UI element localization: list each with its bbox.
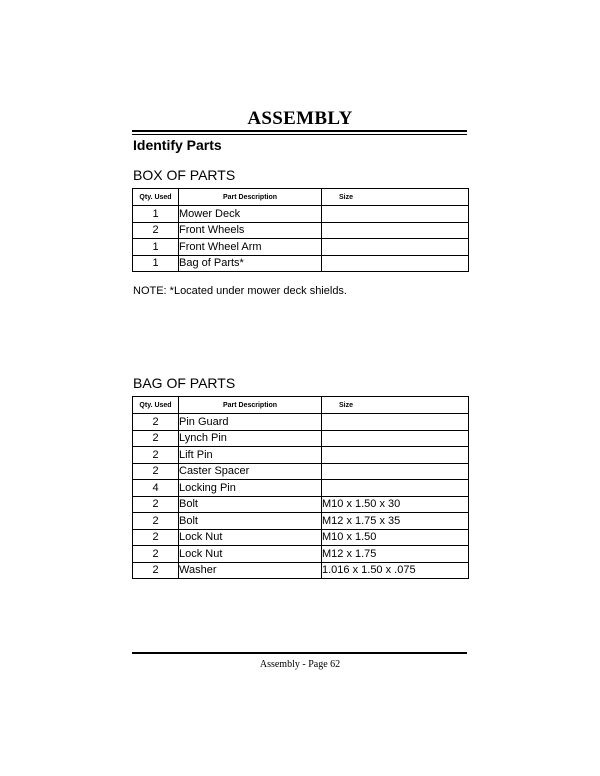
cell-size bbox=[322, 414, 469, 431]
table-row bbox=[133, 496, 469, 513]
cell-size: 1.016 x 1.50 x .075 bbox=[322, 562, 469, 579]
table-row bbox=[133, 447, 469, 464]
cell-size bbox=[322, 222, 469, 239]
note-text: NOTE: *Located under mower deck shields. bbox=[133, 285, 347, 297]
bag-of-parts-table bbox=[132, 396, 469, 579]
cell-description: Lift Pin bbox=[179, 447, 322, 464]
cell-qty: 1 bbox=[133, 206, 179, 223]
page-footer: Assembly - Page 62 bbox=[259, 659, 341, 670]
column-header-size: Size bbox=[322, 397, 469, 414]
table-row bbox=[133, 562, 469, 579]
cell-qty: 1 bbox=[133, 239, 179, 256]
table-row bbox=[133, 222, 469, 239]
table-row bbox=[133, 414, 469, 431]
cell-qty: 4 bbox=[133, 480, 179, 497]
cell-size bbox=[322, 239, 469, 256]
box-of-parts-table bbox=[132, 188, 469, 272]
cell-description: Pin Guard bbox=[179, 414, 322, 431]
column-header-description: Part Description bbox=[179, 189, 322, 206]
cell-qty: 2 bbox=[133, 513, 179, 530]
cell-qty: 2 bbox=[133, 222, 179, 239]
cell-qty: 1 bbox=[133, 255, 179, 272]
cell-description: Bolt bbox=[179, 513, 322, 530]
cell-description: Lynch Pin bbox=[179, 430, 322, 447]
cell-qty: 2 bbox=[133, 562, 179, 579]
page-title: ASSEMBLY bbox=[247, 108, 353, 129]
cell-qty: 2 bbox=[133, 529, 179, 546]
cell-qty: 2 bbox=[133, 447, 179, 464]
table-row bbox=[133, 206, 469, 223]
table-row bbox=[133, 513, 469, 530]
footer-rule bbox=[132, 652, 467, 654]
column-header-size: Size bbox=[322, 189, 469, 206]
table-row bbox=[133, 430, 469, 447]
cell-size bbox=[322, 430, 469, 447]
box-of-parts-title: BOX OF PARTS bbox=[133, 167, 236, 183]
cell-size bbox=[322, 206, 469, 223]
bag-of-parts-title: BAG OF PARTS bbox=[133, 375, 236, 391]
table-row bbox=[133, 529, 469, 546]
table-row bbox=[133, 239, 469, 256]
section-title: Identify Parts bbox=[133, 137, 222, 153]
cell-size bbox=[322, 463, 469, 480]
cell-qty: 2 bbox=[133, 546, 179, 563]
cell-description: Caster Spacer bbox=[179, 463, 322, 480]
table-header-row bbox=[133, 397, 469, 414]
cell-size: M12 x 1.75 bbox=[322, 546, 469, 563]
table-header-row bbox=[133, 189, 469, 206]
cell-description: Lock Nut bbox=[179, 529, 322, 546]
cell-size: M10 x 1.50 x 30 bbox=[322, 496, 469, 513]
cell-qty: 2 bbox=[133, 496, 179, 513]
cell-qty: 2 bbox=[133, 414, 179, 431]
cell-description: Mower Deck bbox=[179, 206, 322, 223]
cell-description: Locking Pin bbox=[179, 480, 322, 497]
cell-size bbox=[322, 447, 469, 464]
cell-qty: 2 bbox=[133, 430, 179, 447]
cell-qty: 2 bbox=[133, 463, 179, 480]
title-rule-thick bbox=[132, 130, 467, 132]
table-row bbox=[133, 480, 469, 497]
cell-description: Washer bbox=[179, 562, 322, 579]
cell-description: Lock Nut bbox=[179, 546, 322, 563]
cell-description: Bag of Parts* bbox=[179, 255, 322, 272]
cell-size: M10 x 1.50 bbox=[322, 529, 469, 546]
cell-size bbox=[322, 480, 469, 497]
cell-size: M12 x 1.75 x 35 bbox=[322, 513, 469, 530]
column-header-qty: Qty. Used bbox=[133, 189, 179, 206]
title-rule-thin bbox=[132, 134, 467, 135]
cell-description: Bolt bbox=[179, 496, 322, 513]
cell-description: Front Wheel Arm bbox=[179, 239, 322, 256]
cell-description: Front Wheels bbox=[179, 222, 322, 239]
table-row bbox=[133, 546, 469, 563]
column-header-qty: Qty. Used bbox=[133, 397, 179, 414]
table-row bbox=[133, 463, 469, 480]
column-header-description: Part Description bbox=[179, 397, 322, 414]
table-row bbox=[133, 255, 469, 272]
cell-size bbox=[322, 255, 469, 272]
